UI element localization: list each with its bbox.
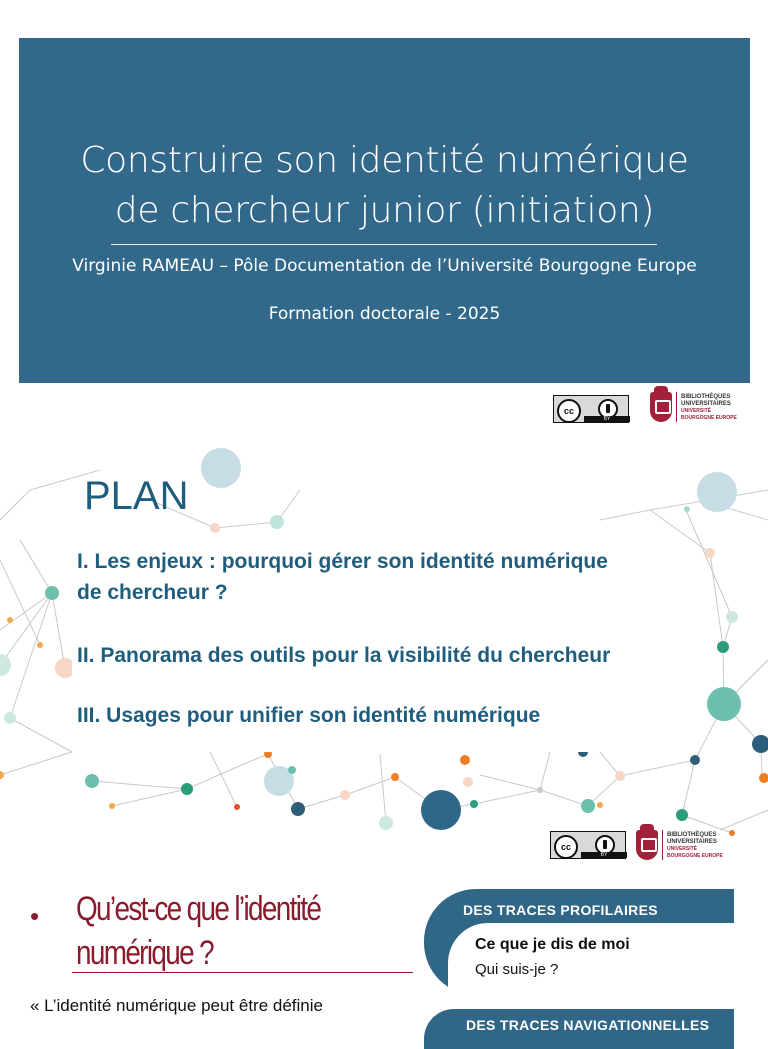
logo-text bbox=[681, 394, 737, 422]
plan-item-2: II. Panorama des outils pour la visibilité du chercheur bbox=[77, 644, 611, 667]
definition-quote: « L’identité numérique peut être définie bbox=[30, 996, 323, 1015]
formation-line: Formation doctorale - 2025 bbox=[268, 304, 501, 324]
profile-traces-card-body bbox=[448, 923, 734, 995]
plan-item-1-line2: de chercheur ? bbox=[77, 581, 228, 604]
logo-text-2 bbox=[667, 832, 723, 860]
logo-line1: BIBLIOTHÈQUES bbox=[681, 394, 731, 400]
by-label: BY bbox=[584, 416, 630, 422]
plan-slide bbox=[0, 430, 768, 865]
logo-2-line4: BOURGOGNE EUROPE bbox=[667, 853, 723, 859]
university-crest-icon bbox=[650, 392, 672, 422]
cc-icon: cc bbox=[557, 399, 581, 423]
definition-slide bbox=[0, 865, 768, 1033]
logo-2-line3: UNIVERSITÉ bbox=[667, 846, 698, 852]
slide-title-line1: Construire son identité numérique bbox=[80, 140, 689, 181]
title-divider bbox=[111, 244, 657, 245]
logo-2-line2: UNIVERSITAIRES bbox=[667, 839, 717, 845]
logo-divider bbox=[676, 392, 677, 422]
bullet-point: • bbox=[30, 901, 40, 931]
title-banner bbox=[19, 38, 750, 383]
profile-traces-statement: Ce que je dis de moi bbox=[475, 936, 630, 953]
definition-heading bbox=[76, 887, 338, 975]
university-crest-icon-2 bbox=[636, 830, 658, 860]
by-label-2: BY bbox=[581, 852, 627, 858]
plan-title: PLAN bbox=[84, 474, 189, 518]
cc-icon-2: cc bbox=[554, 835, 578, 859]
logo-line2: UNIVERSITAIRES bbox=[681, 401, 731, 407]
plan-item-3: III. Usages pour unifier son identité numérique bbox=[77, 704, 541, 727]
author-line: Virginie RAMEAU – Pôle Documentation de l’Université Bourgogne Europe bbox=[72, 256, 697, 276]
logo-line3: UNIVERSITÉ bbox=[681, 408, 712, 414]
logo-line4: BOURGOGNE EUROPE bbox=[681, 415, 737, 421]
definition-heading-line2: numérique ? bbox=[76, 934, 213, 972]
slide-title-line2: de chercheur junior (initiation) bbox=[114, 190, 655, 231]
logo-2-line1: BIBLIOTHÈQUES bbox=[667, 832, 717, 838]
profile-traces-question: Qui suis-je ? bbox=[475, 961, 559, 978]
cc-by-license-icon bbox=[553, 395, 629, 423]
heading-underline bbox=[72, 972, 413, 973]
navigation-traces-header: DES TRACES NAVIGATIONNELLES bbox=[466, 1017, 710, 1033]
definition-heading-line1: Qu’est-ce que l’identité bbox=[76, 890, 321, 928]
profile-traces-header: DES TRACES PROFILAIRES bbox=[463, 902, 658, 918]
plan-item-1 bbox=[77, 546, 657, 608]
title-slide bbox=[0, 0, 768, 430]
cc-by-license-icon-2 bbox=[550, 831, 626, 859]
plan-item-1-line1: I. Les enjeux : pourquoi gérer son identité numérique bbox=[77, 550, 608, 573]
logo-divider-2 bbox=[662, 830, 663, 860]
slide-title bbox=[19, 136, 750, 236]
